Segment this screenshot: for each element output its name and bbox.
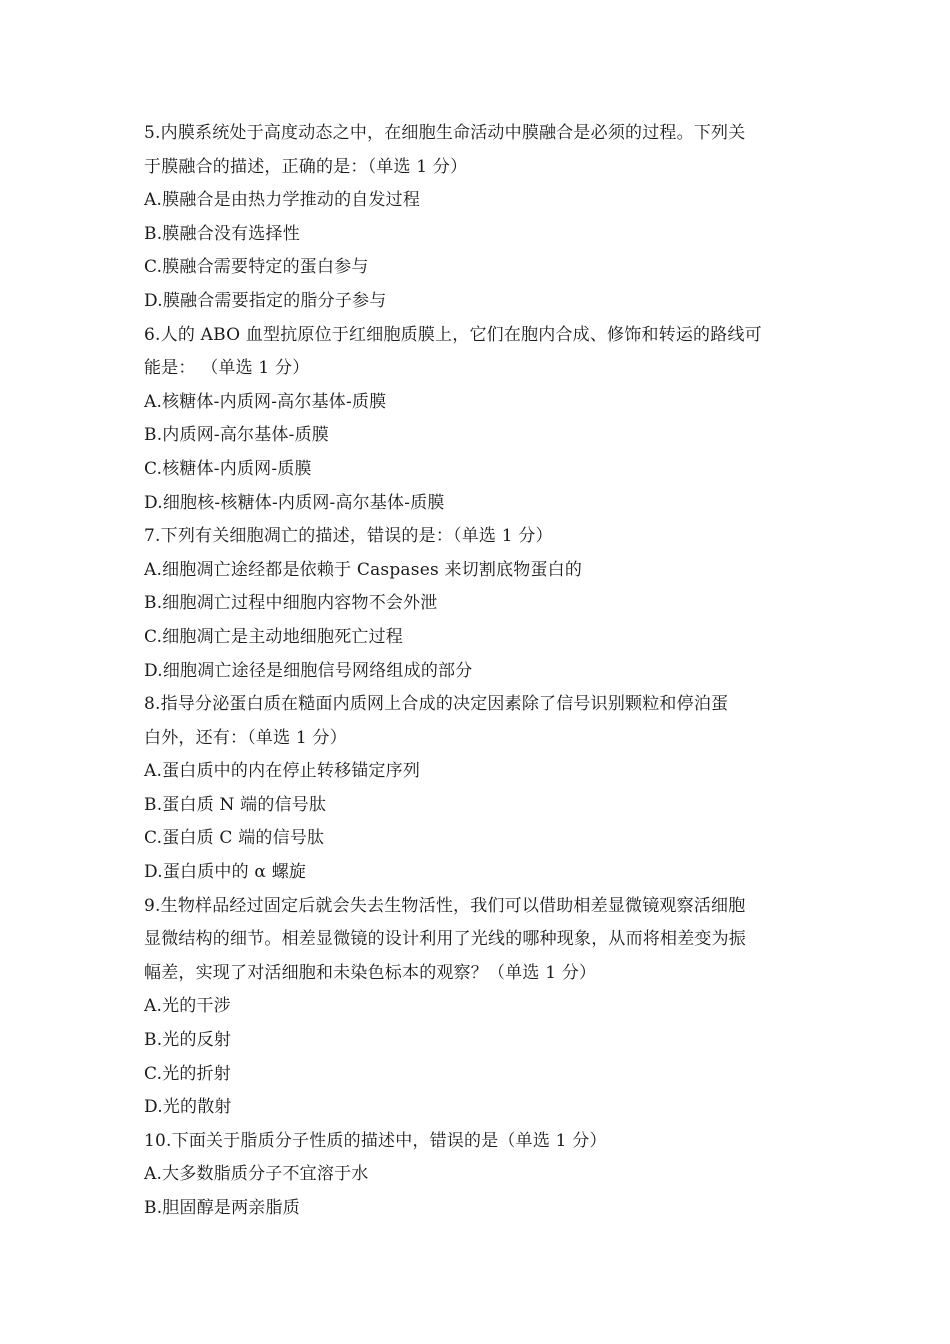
document-page — [144, 117, 814, 1226]
answer-option: D.细胞核-核糖体-内质网-高尔基体-质膜 — [144, 492, 445, 513]
question-stem: 6.人的 ABO 血型抗原位于红细胞质膜上，它们在胞内合成、修饰和转运的路线可 — [144, 324, 762, 345]
answer-option: A.核糖体-内质网-高尔基体-质膜 — [144, 391, 387, 412]
answer-option: D.膜融合需要指定的脂分子参与 — [144, 290, 387, 311]
answer-option: B.光的反射 — [144, 1030, 232, 1051]
question-stem: 5.内膜系统处于高度动态之中，在细胞生命活动中膜融合是必须的过程。下列关 — [144, 123, 746, 143]
answer-option: B.细胞凋亡过程中细胞内容物不会外泄 — [144, 593, 438, 614]
answer-option: A.大多数脂质分子不宜溶于水 — [144, 1164, 369, 1185]
answer-option: C.膜融合需要特定的蛋白参与 — [144, 257, 369, 278]
answer-option: D.光的散射 — [144, 1097, 232, 1118]
question-stem-continued: 幅差，实现了对活细胞和未染色标本的观察？（单选 1 分） — [144, 962, 597, 983]
answer-option: B.蛋白质 N 端的信号肽 — [144, 794, 327, 815]
answer-option: A.膜融合是由热力学推动的自发过程 — [144, 190, 421, 211]
answer-option: C.核糖体-内质网-质膜 — [144, 458, 312, 479]
answer-option: C.光的折射 — [144, 1063, 232, 1084]
question-block — [144, 117, 814, 319]
question-stem: 7.下列有关细胞凋亡的描述，错误的是：（单选 1 分） — [144, 526, 553, 547]
answer-option: D.蛋白质中的 α 螺旋 — [144, 862, 307, 883]
question-block — [144, 688, 814, 890]
answer-option: B.胆固醇是两亲脂质 — [144, 1198, 300, 1218]
question-block — [144, 319, 814, 521]
question-stem: 10.下面关于脂质分子性质的描述中，错误的是（单选 1 分） — [144, 1130, 607, 1151]
answer-option: D.细胞凋亡途径是细胞信号网络组成的部分 — [144, 660, 473, 681]
question-stem-continued: 显微结构的细节。相差显微镜的设计利用了光线的哪种现象，从而将相差变为振 — [144, 929, 746, 950]
answer-option: A.蛋白质中的内在停止转移锚定序列 — [144, 761, 421, 782]
question-block — [144, 1125, 814, 1226]
question-stem: 9.生物样品经过固定后就会失去生物活性，我们可以借助相差显微镜观察活细胞 — [144, 895, 746, 916]
question-stem-continued: 能是： （单选 1 分） — [144, 358, 310, 379]
answer-option: A.光的干涉 — [144, 996, 231, 1017]
question-stem-continued: 白外，还有：（单选 1 分） — [144, 727, 347, 748]
answer-option: C.细胞凋亡是主动地细胞死亡过程 — [144, 626, 404, 647]
answer-option: C.蛋白质 C 端的信号肽 — [144, 828, 325, 849]
answer-option: A.细胞凋亡途经都是依赖于 Caspases 来切割底物蛋白的 — [144, 559, 583, 580]
question-stem: 8.指导分泌蛋白质在糙面内质网上合成的决定因素除了信号识别颗粒和停泊蛋 — [144, 694, 729, 715]
question-block — [144, 520, 814, 688]
question-stem-continued: 于膜融合的描述，正确的是：（单选 1 分） — [144, 156, 468, 177]
question-block — [144, 890, 814, 1125]
answer-option: B.膜融合没有选择性 — [144, 223, 300, 244]
answer-option: B.内质网-高尔基体-质膜 — [144, 425, 329, 446]
